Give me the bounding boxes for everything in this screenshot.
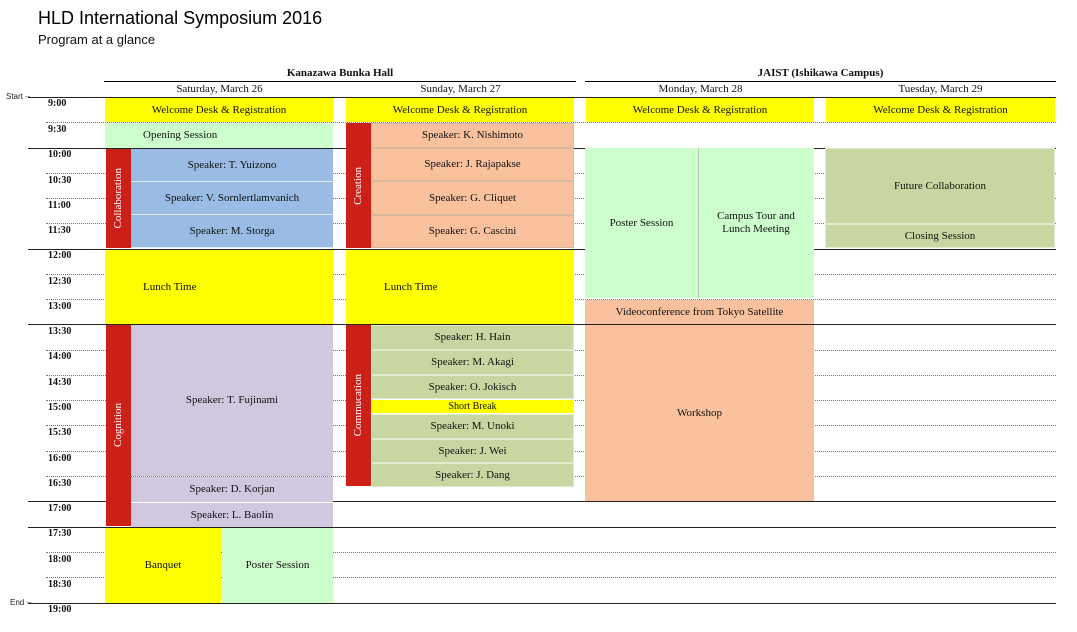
speaker-sun-creation-4: Speaker: G. Cascini [371, 215, 574, 248]
time-label: 16:30 [48, 478, 72, 489]
session-poster-sat: Poster Session [222, 528, 333, 603]
session-workshop: Workshop [585, 325, 814, 501]
session-short-break: Short Break [371, 400, 574, 413]
track-cognition [106, 325, 131, 526]
speaker-sun-comm-5: Speaker: J. Wei [371, 439, 574, 463]
speaker-sat-collab-3: Speaker: M. Storga [131, 215, 333, 248]
time-label: 11:00 [48, 200, 71, 211]
page-subtitle: Program at a glance [38, 32, 156, 47]
time-label: 15:30 [48, 427, 72, 438]
track-collaboration-label: Collaboration [112, 168, 124, 229]
venue-jaist: JAIST (Ishikawa Campus) [585, 67, 1056, 82]
page-title: HLD International Symposium 2016 [38, 8, 323, 28]
session-lunch-sat: Lunch Time [105, 250, 333, 324]
time-label: 13:00 [48, 301, 72, 312]
track-cognition-label: Cognition [112, 403, 124, 448]
time-label: 19:00 [48, 604, 72, 615]
speaker-sun-creation-1: Speaker: K. Nishimoto [371, 123, 574, 148]
end-marker: End -- [10, 598, 32, 607]
session-poster-mon: Poster Session [585, 148, 698, 298]
speaker-sun-comm-6: Speaker: J. Dang [371, 463, 574, 487]
day-tuesday: Tuesday, March 29 [898, 83, 983, 95]
time-label: 17:00 [48, 503, 72, 514]
session-welcome-tue: Welcome Desk & Registration [826, 98, 1055, 122]
time-label: 9:30 [48, 124, 67, 135]
speaker-sun-creation-3: Speaker: G. Cliquet [371, 181, 574, 215]
time-label: 12:30 [48, 276, 72, 287]
time-label: 18:30 [48, 579, 72, 590]
time-label: 15:00 [48, 402, 72, 413]
track-collaboration [106, 149, 131, 248]
track-communication [346, 325, 371, 486]
speaker-sat-cog-1: Speaker: T. Fujinami [131, 325, 333, 476]
time-label: 16:00 [48, 453, 72, 464]
speaker-sat-cog-3: Speaker: L. Baolin [131, 503, 333, 527]
session-future-collaboration: Future Collaboration [825, 148, 1055, 224]
session-videoconference: Videoconference from Tokyo Satellite [585, 300, 814, 324]
venue-kanazawa: Kanazawa Bunka Hall [104, 67, 576, 82]
day-monday: Monday, March 28 [658, 83, 743, 95]
time-label: 9:00 [48, 98, 67, 109]
session-campus-tour: Campus Tour and Lunch Meeting [698, 148, 814, 298]
speaker-sat-cog-2: Speaker: D. Korjan [131, 477, 333, 502]
time-label: 10:30 [48, 175, 72, 186]
time-label: 18:00 [48, 554, 72, 565]
session-opening: Opening Session [105, 123, 333, 148]
time-label: 17:30 [48, 528, 72, 539]
speaker-sun-comm-2: Speaker: M. Akagi [371, 350, 574, 375]
start-marker: Start -- [6, 92, 31, 101]
speaker-sun-comm-3: Speaker: O. Jokisch [371, 375, 574, 399]
day-sunday: Sunday, March 27 [420, 83, 501, 95]
day-saturday: Saturday, March 26 [176, 83, 263, 95]
time-label: 14:30 [48, 377, 72, 388]
speaker-sun-creation-2: Speaker: J. Rajapakse [371, 148, 574, 181]
speaker-sat-collab-2: Speaker: V. Sornlertlamvanich [131, 182, 333, 215]
session-welcome-sun: Welcome Desk & Registration [346, 98, 574, 122]
session-welcome-sat: Welcome Desk & Registration [105, 98, 333, 122]
speaker-sun-comm-4: Speaker: M. Unoki [371, 414, 574, 439]
time-label: 14:00 [48, 351, 72, 362]
divider [698, 148, 699, 298]
time-label: 10:00 [48, 149, 72, 160]
speaker-sat-collab-1: Speaker: T. Yuizono [131, 149, 333, 182]
time-label: 13:30 [48, 326, 72, 337]
session-banquet: Banquet [105, 528, 221, 603]
track-creation-label: Creation [352, 166, 364, 205]
time-label: 11:30 [48, 225, 71, 236]
session-welcome-mon: Welcome Desk & Registration [586, 98, 814, 122]
grid-line [28, 603, 1056, 604]
track-creation [346, 123, 371, 248]
track-communication-label: Commucation [352, 374, 364, 437]
time-label: 12:00 [48, 250, 72, 261]
session-closing: Closing Session [825, 224, 1055, 248]
speaker-sun-comm-1: Speaker: H. Hain [371, 325, 574, 350]
session-lunch-sun: Lunch Time [346, 250, 574, 324]
